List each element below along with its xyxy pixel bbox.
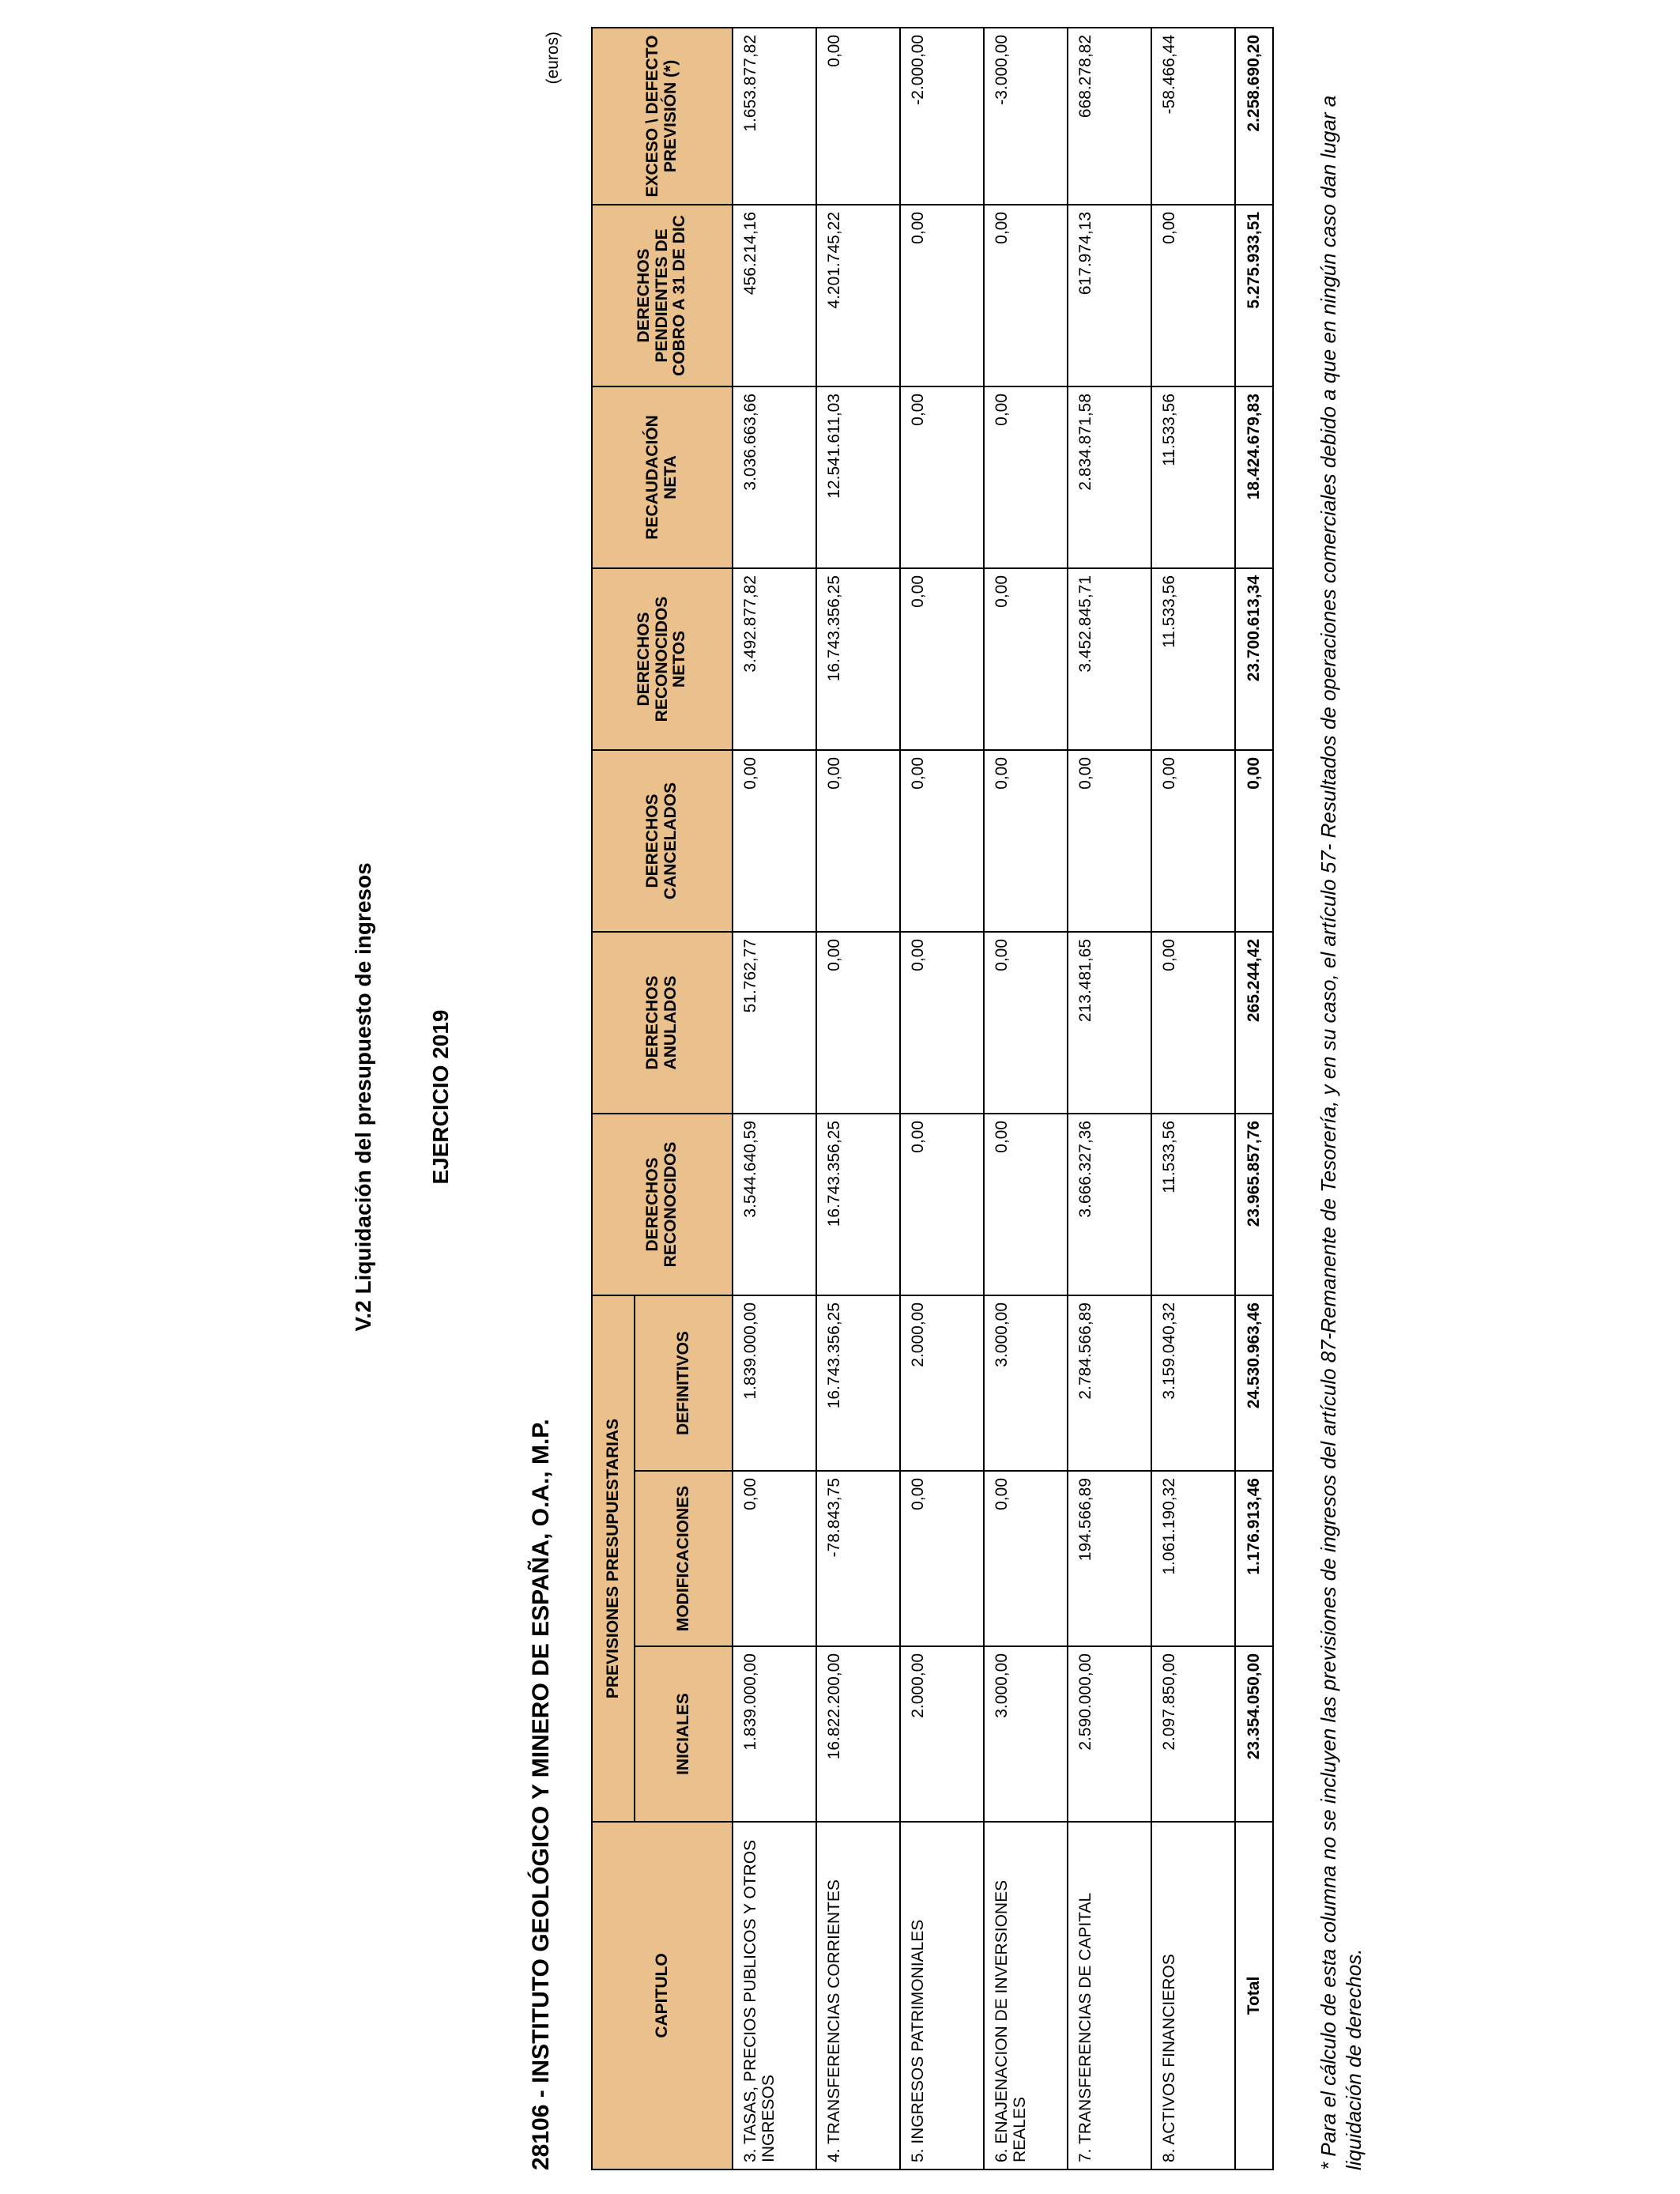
cell-definitivos: 2.784.566,89: [1068, 1295, 1151, 1471]
total-netos: 23.700.613,34: [1235, 568, 1273, 750]
cell-netos: 11.533,56: [1151, 568, 1235, 750]
table-row: [733, 28, 816, 2169]
page-title: V.2 Liquidación del presupuesto de ingresos: [351, 862, 375, 1332]
total-iniciales: 23.354.050,00: [1235, 1646, 1273, 1822]
row-capitulo: 6. ENAJENACION DE INVERSIONES REALES: [984, 1822, 1068, 2169]
cell-pendientes: 4.201.745,22: [816, 205, 900, 386]
row-capitulo: 3. TASAS, PRECIOS PUBLICOS Y OTROS INGRESOS: [733, 1822, 816, 2169]
cell-recaudacion: 0,00: [984, 386, 1068, 568]
table-row: [900, 28, 984, 2169]
cell-iniciales: 2.590.000,00: [1068, 1646, 1151, 1822]
header-modificaciones: MODIFICACIONES: [635, 1471, 733, 1646]
total-label: Total: [1235, 1822, 1273, 2169]
cell-anulados: 0,00: [984, 932, 1068, 1114]
header-previsiones: PREVISIONES PRESUPUESTARIAS: [592, 1295, 635, 1822]
cell-definitivos: 2.000,00: [900, 1295, 984, 1471]
row-capitulo: 4. TRANSFERENCIAS CORRIENTES: [816, 1822, 900, 2169]
cell-cancelados: 0,00: [984, 750, 1068, 932]
cell-pendientes: 456.214,16: [733, 205, 816, 386]
cell-reconocidos: 3.666.327,36: [1068, 1114, 1151, 1295]
cell-pendientes: 0,00: [1151, 205, 1235, 386]
cell-cancelados: 0,00: [1068, 750, 1151, 932]
cell-netos: 0,00: [984, 568, 1068, 750]
cell-cancelados: 0,00: [733, 750, 816, 932]
total-definitivos: 24.530.963,46: [1235, 1295, 1273, 1471]
cell-cancelados: 0,00: [816, 750, 900, 932]
header-iniciales: INICIALES: [635, 1646, 733, 1822]
header-exceso: EXCESO \ DEFECTO PREVISIÓN (*): [592, 28, 733, 205]
total-recaudacion: 18.424.679,83: [1235, 386, 1273, 568]
cell-netos: 3.492.877,82: [733, 568, 816, 750]
cell-recaudacion: 2.834.871,58: [1068, 386, 1151, 568]
cell-modificaciones: 0,00: [900, 1471, 984, 1646]
cell-modificaciones: -78.843,75: [816, 1471, 900, 1646]
cell-exceso: 0,00: [816, 28, 900, 205]
cell-definitivos: 3.000,00: [984, 1295, 1068, 1471]
cell-exceso: 668.278,82: [1068, 28, 1151, 205]
cell-definitivos: 1.839.000,00: [733, 1295, 816, 1471]
cell-exceso: -3.000,00: [984, 28, 1068, 205]
cell-definitivos: 16.743.356,25: [816, 1295, 900, 1471]
cell-exceso: -2.000,00: [900, 28, 984, 205]
cell-netos: 3.452.845,71: [1068, 568, 1151, 750]
header-netos: DERECHOS RECONOCIDOS NETOS: [592, 568, 733, 750]
cell-iniciales: 2.000,00: [900, 1646, 984, 1822]
header-pendientes: DERECHOS PENDIENTES DE COBRO A 31 DE DIC: [592, 205, 733, 386]
cell-iniciales: 3.000,00: [984, 1646, 1068, 1822]
cell-recaudacion: 11.533,56: [1151, 386, 1235, 568]
cell-iniciales: 2.097.850,00: [1151, 1646, 1235, 1822]
total-exceso: 2.258.690,20: [1235, 28, 1273, 205]
entity-name: 28106 - INSTITUTO GEOLÓGICO Y MINERO DE ESPAÑA, O.A., M.P.: [528, 1419, 554, 2170]
cell-anulados: 0,00: [1151, 932, 1235, 1114]
total-pendientes: 5.275.933,51: [1235, 205, 1273, 386]
cell-anulados: 0,00: [816, 932, 900, 1114]
table-total-row: [1235, 28, 1273, 2169]
total-cancelados: 0,00: [1235, 750, 1273, 932]
cell-definitivos: 3.159.040,32: [1151, 1295, 1235, 1471]
cell-recaudacion: 12.541.611,03: [816, 386, 900, 568]
cell-iniciales: 16.822.200,00: [816, 1646, 900, 1822]
cell-reconocidos: 11.533,56: [1151, 1114, 1235, 1295]
header-definitivos: DEFINITIVOS: [635, 1295, 733, 1471]
row-capitulo: 7. TRANSFERENCIAS DE CAPITAL: [1068, 1822, 1151, 2169]
cell-recaudacion: 3.036.663,66: [733, 386, 816, 568]
cell-exceso: 1.653.877,82: [733, 28, 816, 205]
cell-modificaciones: 1.061.190,32: [1151, 1471, 1235, 1646]
row-capitulo: 8. ACTIVOS FINANCIEROS: [1151, 1822, 1235, 2169]
table-row: [1151, 28, 1235, 2169]
cell-anulados: 0,00: [900, 932, 984, 1114]
cell-reconocidos: 0,00: [900, 1114, 984, 1295]
table-row: [984, 28, 1068, 2169]
cell-netos: 0,00: [900, 568, 984, 750]
cell-cancelados: 0,00: [1151, 750, 1235, 932]
footnote: * Para el cálculo de esta columna no se incluyen las previsiones de ingresos del artículo 87-Remanente de Tesorería, y en su caso, el artículo 57- Resultados de operaciones comerciales debido a que en ningún caso dan lugar a liquidación de derechos.: [1317, 95, 1365, 2170]
fiscal-year-title: EJERCICIO 2019: [428, 1009, 453, 1185]
cell-anulados: 51.762,77: [733, 932, 816, 1114]
cell-netos: 16.743.356,25: [816, 568, 900, 750]
cell-modificaciones: 0,00: [733, 1471, 816, 1646]
header-reconocidos: DERECHOS RECONOCIDOS: [592, 1114, 733, 1295]
cell-reconocidos: 3.544.640,59: [733, 1114, 816, 1295]
currency-unit: (euros): [544, 32, 562, 85]
total-reconocidos: 23.965.857,76: [1235, 1114, 1273, 1295]
budget-liquidation-table: [591, 27, 1274, 2170]
header-cancelados: DERECHOS CANCELADOS: [592, 750, 733, 932]
row-capitulo: 5. INGRESOS PATRIMONIALES: [900, 1822, 984, 2169]
header-recaudacion: RECAUDACIÓN NETA: [592, 386, 733, 568]
total-modificaciones: 1.176.913,46: [1235, 1471, 1273, 1646]
cell-iniciales: 1.839.000,00: [733, 1646, 816, 1822]
cell-cancelados: 0,00: [900, 750, 984, 932]
cell-modificaciones: 0,00: [984, 1471, 1068, 1646]
table-row: [1068, 28, 1151, 2169]
cell-anulados: 213.481,65: [1068, 932, 1151, 1114]
header-capitulo: CAPITULO: [592, 1822, 733, 2169]
table-row: [816, 28, 900, 2169]
cell-reconocidos: 0,00: [984, 1114, 1068, 1295]
cell-pendientes: 0,00: [984, 205, 1068, 386]
cell-recaudacion: 0,00: [900, 386, 984, 568]
total-anulados: 265.244,42: [1235, 932, 1273, 1114]
cell-exceso: -58.466,44: [1151, 28, 1235, 205]
cell-pendientes: 617.974,13: [1068, 205, 1151, 386]
cell-modificaciones: 194.566,89: [1068, 1471, 1151, 1646]
cell-reconocidos: 16.743.356,25: [816, 1114, 900, 1295]
header-anulados: DERECHOS ANULADOS: [592, 932, 733, 1114]
cell-pendientes: 0,00: [900, 205, 984, 386]
